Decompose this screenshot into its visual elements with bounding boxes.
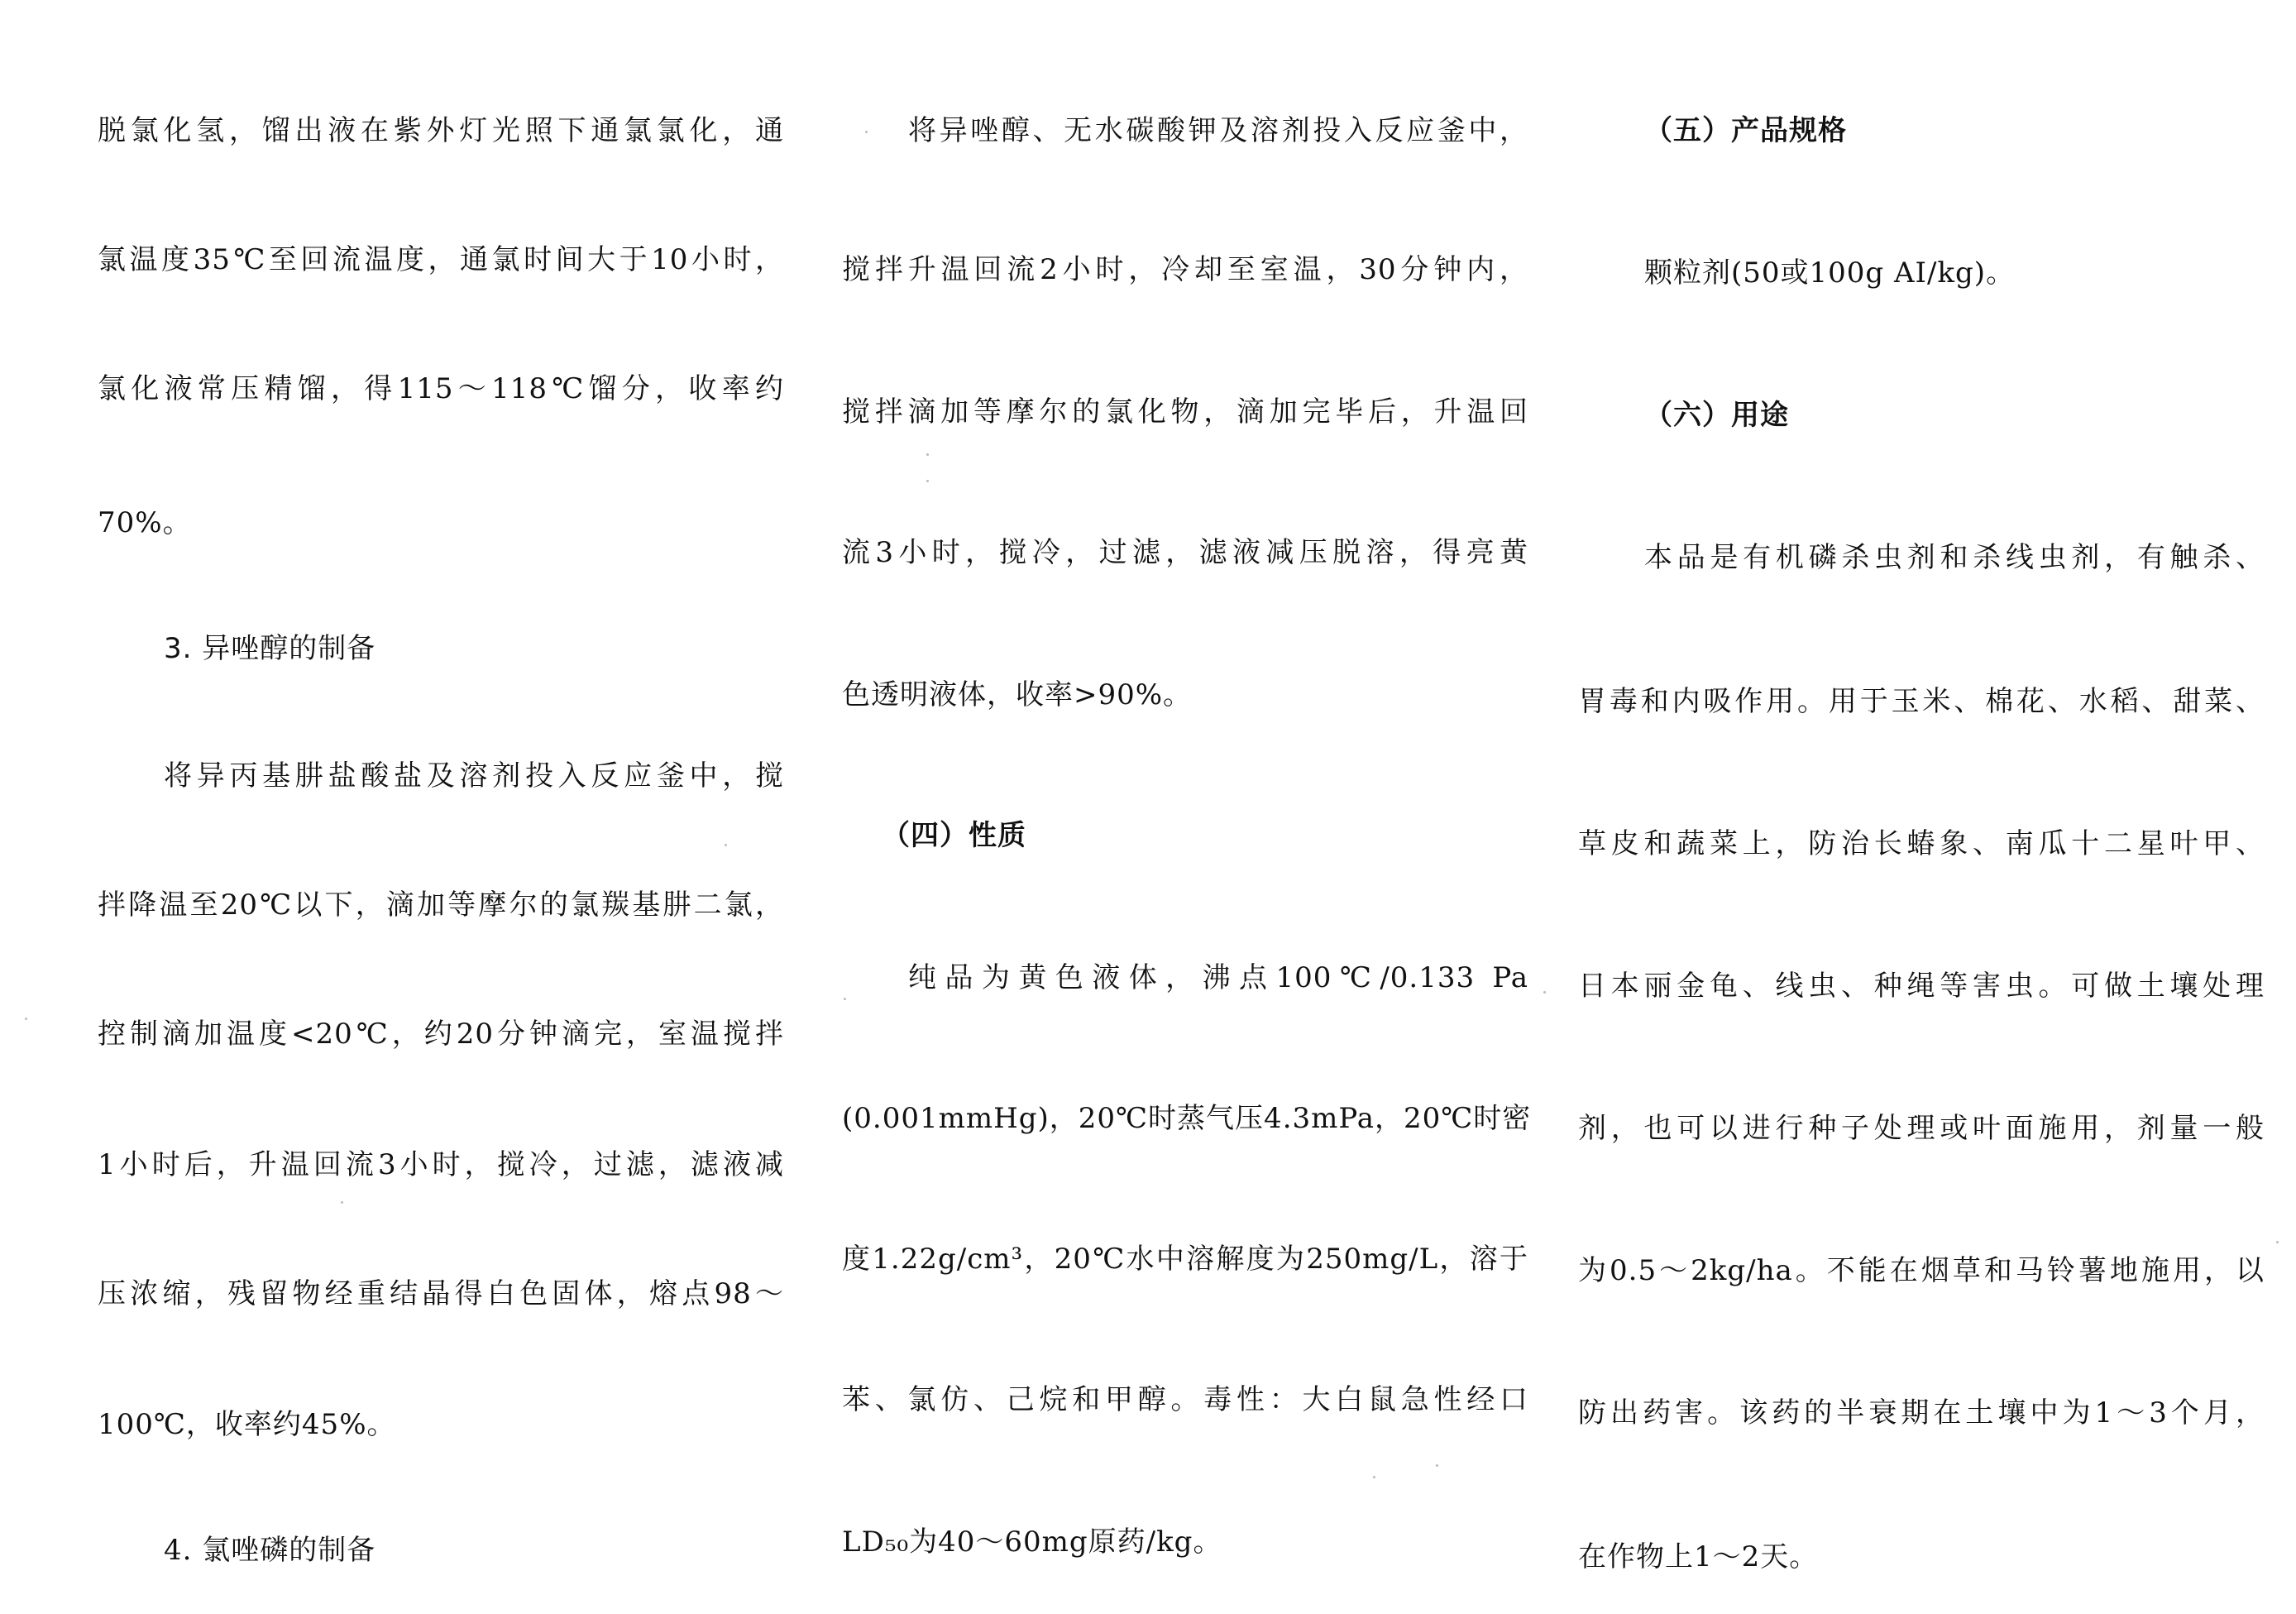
- section-heading: 4. 氯唑磷的制备: [164, 1534, 376, 1567]
- text-column-middle: [842, 0, 1532, 1614]
- text-column-right: [1578, 0, 2265, 1614]
- section-heading-uses: （六）用途: [1644, 399, 1789, 432]
- section-heading: 3. 异唑醇的制备: [164, 632, 376, 665]
- scan-speck: [926, 453, 929, 456]
- paragraph-first-line: 纯品为黄色液体，沸点100℃/0.133 Pa: [908, 961, 1528, 994]
- text-line: LD₅₀为40～60mg原药/kg。: [842, 1525, 1222, 1559]
- paragraph-first-line: 本品是有机磷杀虫剂和杀线虫剂，有触杀、: [1644, 541, 2265, 574]
- text-line: 100℃，收率约45%。: [98, 1408, 396, 1441]
- text-line: 胃毒和内吸作用。用于玉米、棉花、水稻、甜菜、: [1578, 685, 2265, 718]
- scan-speck: [865, 131, 868, 133]
- text-line: 剂，也可以进行种子处理或叶面施用，剂量一般: [1578, 1112, 2265, 1145]
- text-line: 草皮和蔬菜上，防治长蝽象、南瓜十二星叶甲、: [1578, 827, 2265, 860]
- text-line: 流3小时，搅冷，过滤，滤液减压脱溶，得亮黄: [842, 536, 1528, 569]
- text-line: 色透明液体，收率>90%。: [842, 678, 1193, 711]
- text-line: (0.001mmHg)，20℃时蒸气压4.3mPa，20℃时密: [842, 1102, 1532, 1135]
- text-line: 控制滴加温度<20℃，约20分钟滴完，室温搅拌: [98, 1018, 784, 1051]
- text-line: 日本丽金龟、线虫、种绳等害虫。可做土壤处理: [1578, 970, 2265, 1003]
- scan-speck: [926, 480, 929, 482]
- scan-speck: [341, 1201, 343, 1204]
- text-line: 氯温度35℃至回流温度，通氯时间大于10小时，: [98, 243, 784, 276]
- text-line: 脱氯化氢，馏出液在紫外灯光照下通氯氯化，通: [98, 114, 784, 147]
- text-line: 为0.5～2kg/ha。不能在烟草和马铃薯地施用，以: [1578, 1254, 2265, 1287]
- text-line: 苯、氯仿、己烷和甲醇。毒性：大白鼠急性经口: [842, 1383, 1528, 1416]
- text-line: 度1.22g/cm³，20℃水中溶解度为250mg/L，溶于: [842, 1243, 1528, 1276]
- text-line: 70%。: [98, 506, 192, 539]
- scan-speck: [1543, 991, 1546, 994]
- scan-speck: [2276, 1241, 2279, 1243]
- scan-speck: [725, 844, 727, 846]
- text-line: 压浓缩，残留物经重结晶得白色固体，熔点98～: [98, 1277, 784, 1310]
- paragraph-first-line: 将异丙基肼盐酸盐及溶剂投入反应釜中，搅: [164, 759, 784, 793]
- text-line: 搅拌升温回流2小时，冷却至室温，30分钟内，: [842, 253, 1528, 286]
- scan-speck: [844, 998, 846, 1000]
- text-line: 氯化液常压精馏，得115～118℃馏分，收率约: [98, 372, 784, 405]
- text-line: 颗粒剂(50或100g AI/kg)。: [1644, 256, 2016, 290]
- text-line: 在作物上1～2天。: [1578, 1540, 1819, 1573]
- section-heading-properties: （四）性质: [882, 819, 1026, 852]
- section-heading-specifications: （五）产品规格: [1644, 114, 1847, 147]
- text-line: 防出药害。该药的半衰期在土壤中为1～3个月，: [1578, 1396, 2265, 1430]
- text-column-left: [98, 0, 784, 1614]
- text-line: 拌降温至20℃以下，滴加等摩尔的氯羰基肼二氯，: [98, 888, 784, 922]
- paragraph-first-line: 将异唑醇、无水碳酸钾及溶剂投入反应釜中，: [908, 114, 1528, 147]
- text-line: 搅拌滴加等摩尔的氯化物，滴加完毕后，升温回: [842, 395, 1528, 429]
- text-line: 1小时后，升温回流3小时，搅冷，过滤，滤液减: [98, 1148, 784, 1181]
- scan-speck: [1373, 1476, 1375, 1478]
- scan-speck: [1436, 1464, 1438, 1467]
- scan-speck: [25, 1018, 27, 1020]
